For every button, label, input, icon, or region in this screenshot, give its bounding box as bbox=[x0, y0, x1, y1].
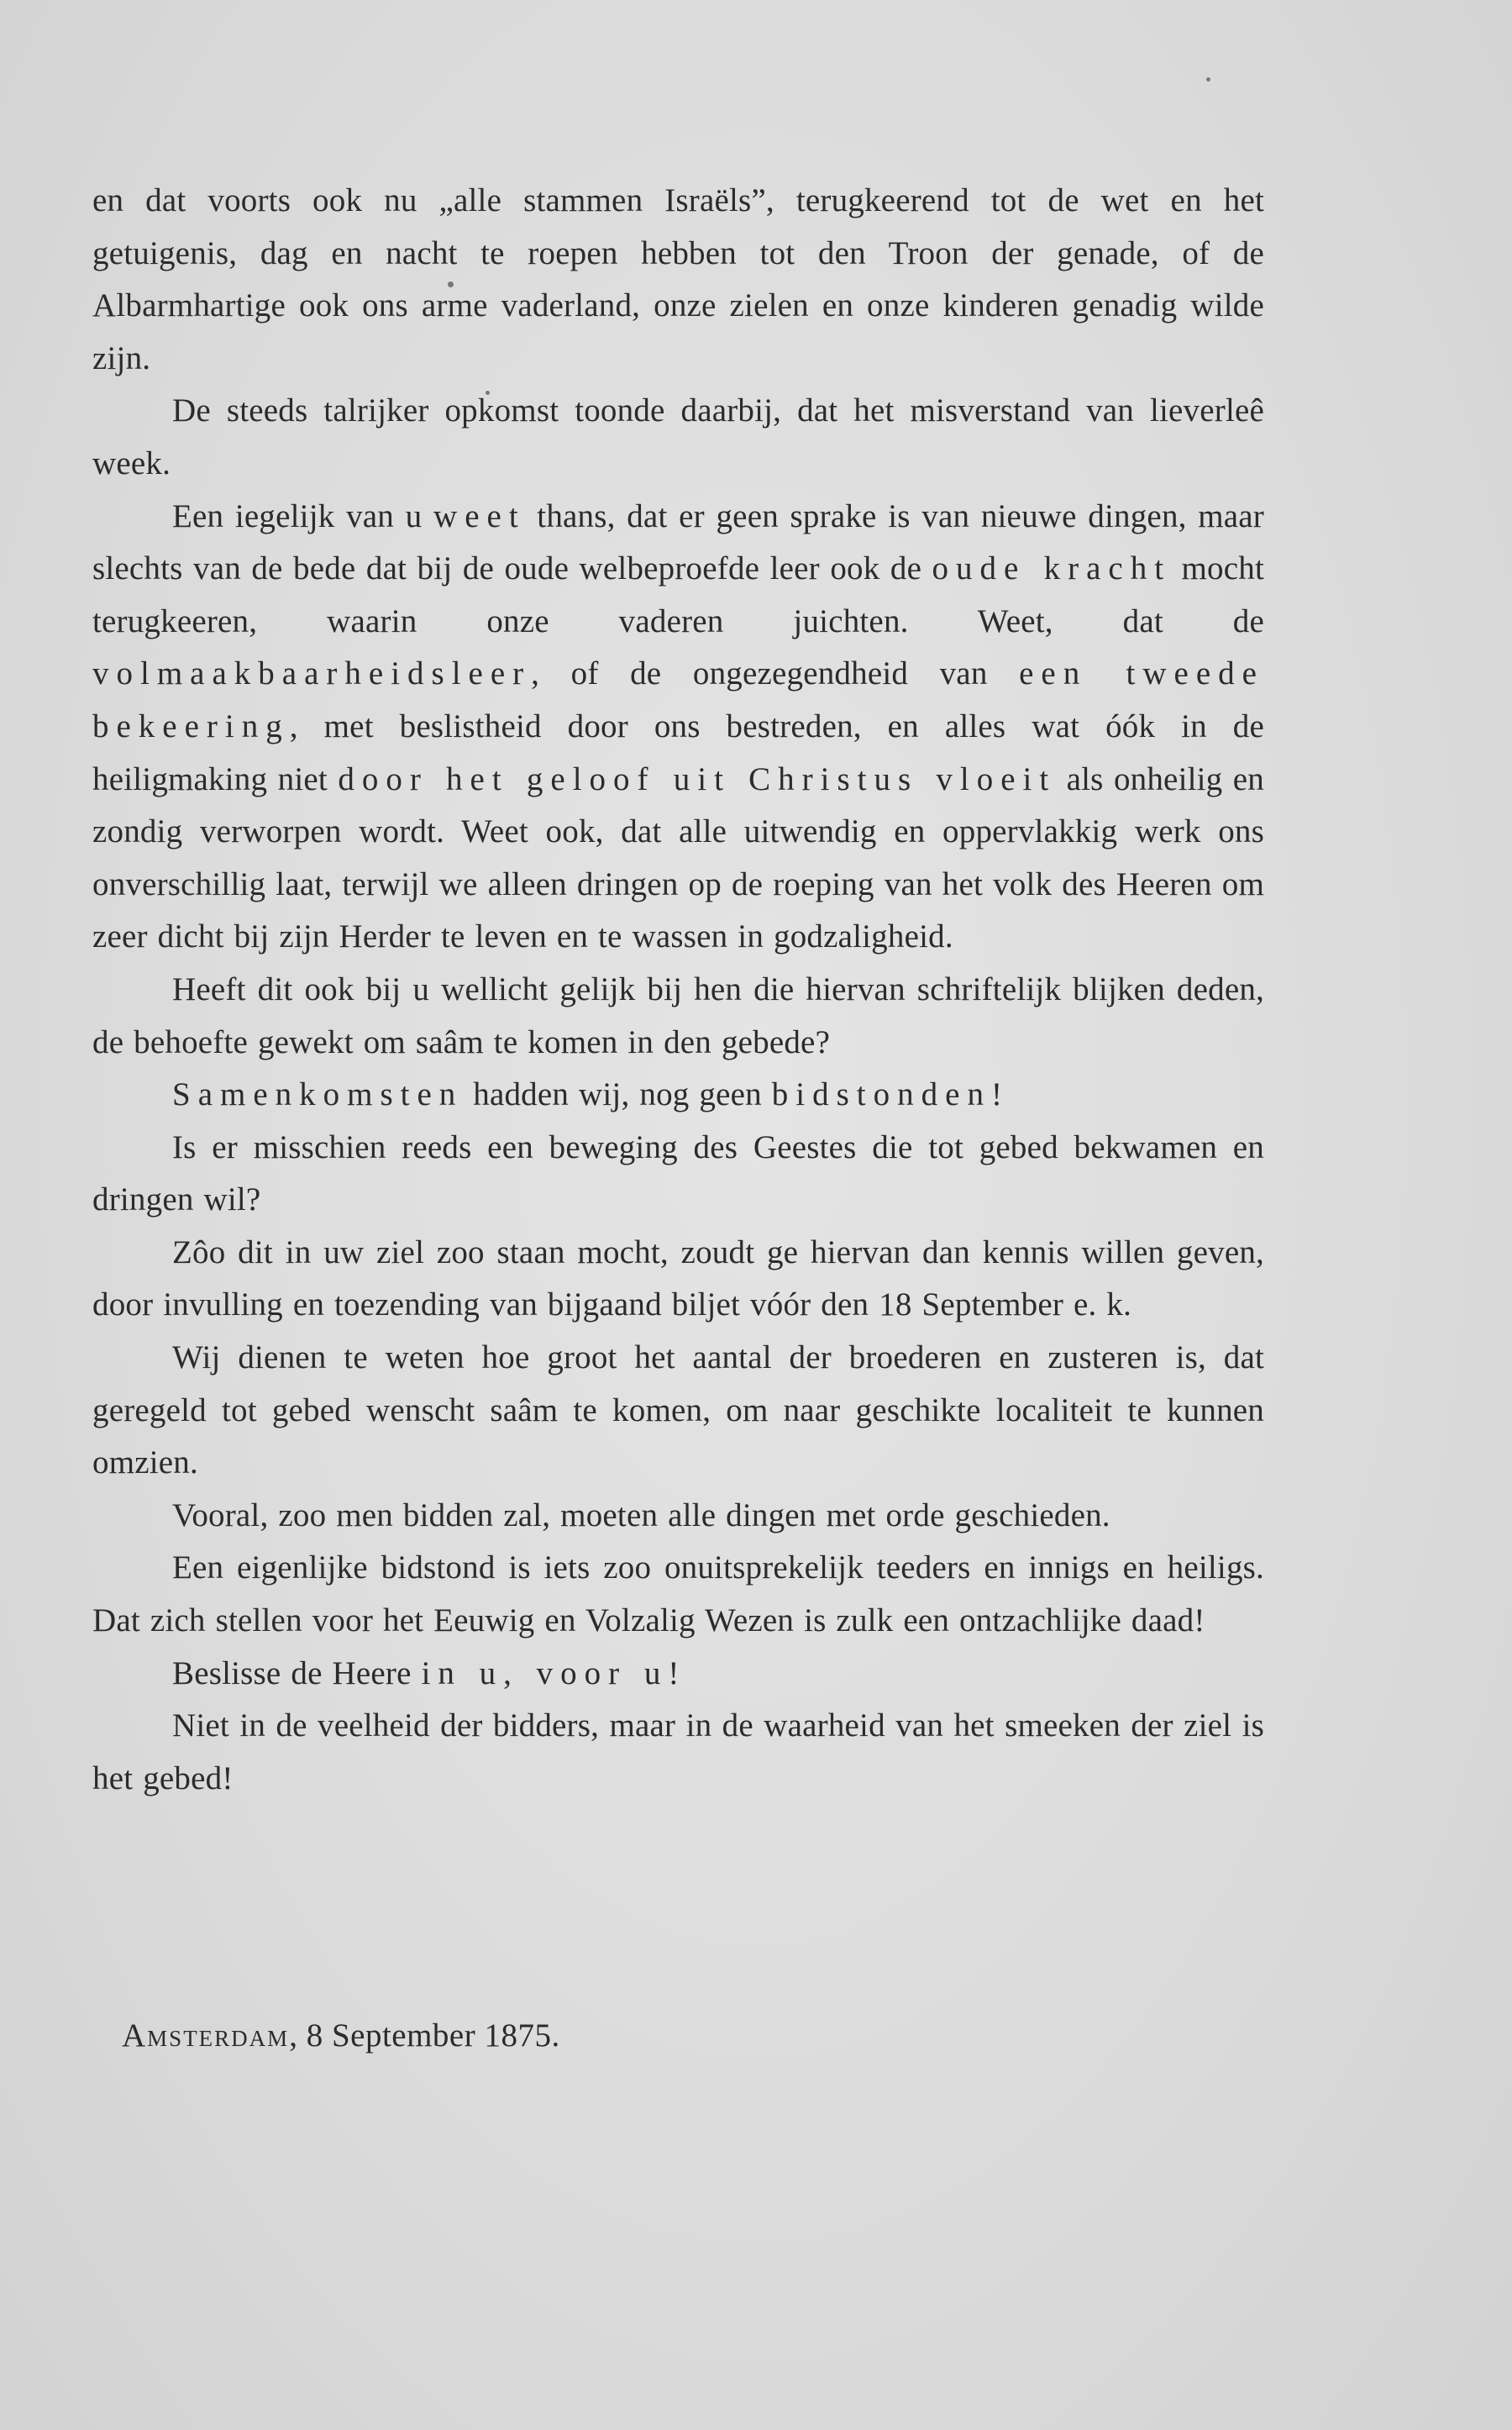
spaced-emphasis: weet bbox=[433, 497, 526, 534]
spaced-emphasis: oude kracht bbox=[932, 550, 1172, 587]
spaced-emphasis: bidstonden bbox=[771, 1076, 991, 1113]
paragraph-text: Een eigenlijke bidstond is iets zoo onuitsprekelijk teeders en innigs en heiligs. Dat zich stellen voor het Eeuwig en Volzalig Wezen is zulk een ontzachlijke daad! bbox=[92, 1549, 1264, 1639]
paragraph-text: ! bbox=[990, 1076, 1003, 1113]
paragraph bbox=[92, 1227, 1264, 1332]
paragraph bbox=[92, 1490, 1264, 1543]
paragraph-text: Niet in de veelheid der bidders, maar in de waarheid van het smeeken der ziel is het gebed! bbox=[92, 1707, 1264, 1796]
paragraph-text: Is er misschien reeds een beweging des Geestes die tot gebed bekwamen en dringen wil? bbox=[92, 1128, 1264, 1218]
paragraph-text: Vooral, zoo men bidden zal, moeten alle dingen met orde geschieden. bbox=[172, 1496, 1110, 1533]
paragraph bbox=[92, 1700, 1264, 1805]
spaced-emphasis: Samenkomsten bbox=[172, 1076, 464, 1113]
paragraph bbox=[92, 1542, 1264, 1647]
paragraph bbox=[92, 1648, 1264, 1701]
spaced-emphasis: volmaakbaarheidsleer bbox=[92, 655, 532, 692]
paragraph-text: als onheilig en zondig verworpen wordt. Weet ook, dat alle uitwendig en oppervlakkig werk ons onverschillig laat, terwijl we alleen dringen op de roeping van het volk des Heeren om zeer dicht bij zijn Herder te leven en te wassen in godzaligheid. bbox=[92, 760, 1265, 955]
letter-body bbox=[92, 175, 1264, 1805]
paragraph-text: mocht terugkeeren, waarin onze vaderen juichten. Weet, dat de bbox=[92, 550, 1264, 639]
paragraph-text: , met beslistheid door ons bestreden, en alles wat óók in de heiligmaking niet bbox=[92, 707, 1264, 797]
signature-line bbox=[122, 2010, 560, 2062]
signature-place: Amsterdam bbox=[122, 2017, 290, 2054]
paragraph-text: Zôo dit in uw ziel zoo staan mocht, zoudt ge hiervan dan kennis willen geven, door invulling en toezending van bijgaand biljet vóór den 18 September e. k. bbox=[92, 1233, 1264, 1323]
paragraph bbox=[92, 1332, 1264, 1490]
paragraph bbox=[92, 175, 1264, 385]
ink-speck bbox=[1206, 77, 1210, 82]
paragraph-text: Een iegelijk van u bbox=[172, 497, 434, 534]
paragraph-text: thans, dat er geen sprake is van nieuwe dingen, maar slechts van de bede dat bij de oude welbeproefde leer ook de bbox=[92, 497, 1264, 587]
paragraph bbox=[92, 1122, 1264, 1227]
paragraph-text: Beslisse de Heere bbox=[172, 1654, 422, 1691]
spaced-emphasis: een tweede bekeering bbox=[92, 655, 1264, 744]
paragraph bbox=[92, 1069, 1264, 1122]
paragraph bbox=[92, 385, 1264, 490]
paragraph-text: De steeds talrijker opkomst toonde daarbij, dat het misverstand van lieverleê week. bbox=[92, 392, 1264, 481]
paragraph-text: , of de ongezegendheid van bbox=[531, 655, 1020, 692]
paragraph-text: Wij dienen te weten hoe groot het aantal der broederen en zusteren is, dat geregeld tot gebed wenscht saâm te komen, om naar geschikte localiteit te kunnen omzien. bbox=[92, 1339, 1264, 1481]
signature-date: , 8 September 1875. bbox=[289, 2017, 560, 2054]
paragraph-text: Heeft dit ook bij u wellicht gelijk bij hen die hiervan schriftelijk blijken deden, de behoefte gewekt om saâm te komen in den gebede? bbox=[92, 970, 1264, 1060]
paragraph-text: en dat voorts ook nu „alle stammen Israëls”, terugkeerend tot de wet en het getuigenis, dag en nacht te roepen hebben tot den Troon der genade, of de Albarmhartige ook ons arme vaderland, onze zielen en onze kinderen genadig wilde zijn. bbox=[92, 182, 1264, 376]
paragraph-text: hadden wij, nog geen bbox=[463, 1076, 772, 1113]
paragraph bbox=[92, 491, 1264, 964]
spaced-emphasis: door het geloof uit Christus vloeit bbox=[338, 760, 1057, 797]
paragraph bbox=[92, 964, 1264, 1069]
spaced-emphasis: in u, voor u bbox=[421, 1654, 669, 1691]
paragraph-text: ! bbox=[668, 1654, 680, 1691]
